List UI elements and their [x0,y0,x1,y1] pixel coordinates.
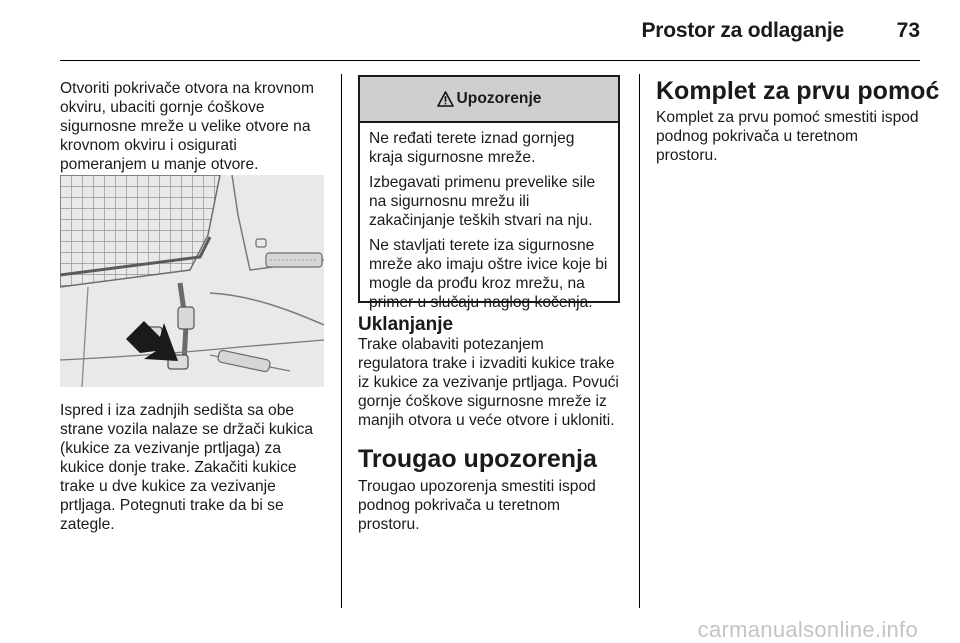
cargo-net-drawing [60,175,324,387]
lashing-hooks-paragraph: Ispred i iza zadnjih sedišta sa obe strane vozila nalaze se držači kukica (kukice za vezivanje prtljaga) za kukice donje trake. Zakačiti kukice trake u dve kukice za vezivanje prtljaga. Potegnuti trake da bi se zategle. [60,402,314,533]
removal-paragraph: Trake olabaviti potezanjem regulatora trake i izvaditi kukice trake iz kukice za vezivanje prtljaga. Povući gornje ćoškove sigurnosne mreže iz manjih otvora u veće otvore i ukloniti. [358,336,619,429]
first-aid-kit-paragraph: Komplet za prvu pomoć smestiti ispod podnog pokrivača u teretnom prostoru. [656,109,919,164]
section-heading-first-aid-kit: Komplet za prvu pomoć [656,77,940,105]
warning-item-stacking: Ne ređati terete iznad gornjeg kraja sigurnosne mreže. [369,130,575,166]
warning-triangle-paragraph: Trougao upozorenja smestiti ispod podnog pokrivača u teretnom prostoru. [358,478,596,533]
section-heading-removal: Uklanjanje [358,314,454,335]
page-number: 73 [896,19,920,42]
watermark: carmanualsonline.info [697,617,918,642]
column-divider-right [639,74,640,608]
section-heading-warning-triangle: Trougao upozorenja [358,445,597,473]
warning-triangle-icon [437,91,454,107]
page-header-title: Prostor za odlaganje [641,19,844,42]
warning-title: Upozorenje [456,90,542,107]
intro-paragraph: Otvoriti pokrivače otvora na krovnom okviru, ubaciti gornje ćoškove sigurnosne mreže u velike otvore na krovnom okviru i osigurati pomeranjem u manje otvore. [60,80,314,173]
cargo-net-hook-illustration [60,175,324,387]
warning-item-force: Izbegavati primenu prevelike sile na sigurnosnu mrežu ili zakačinjanje teških stvari na nju. [369,174,596,229]
header-rule [60,60,920,61]
column-divider-left [341,74,342,608]
warning-body [360,123,618,312]
warning-header [360,77,618,123]
warning-item-sharp-edges: Ne stavljati terete iza sigurnosne mreže ako imaju oštre ivice koje bi mogle da prođu kroz mrežu, na primer u slučaju naglog kočenja. [369,237,608,311]
warning-box [358,75,620,311]
